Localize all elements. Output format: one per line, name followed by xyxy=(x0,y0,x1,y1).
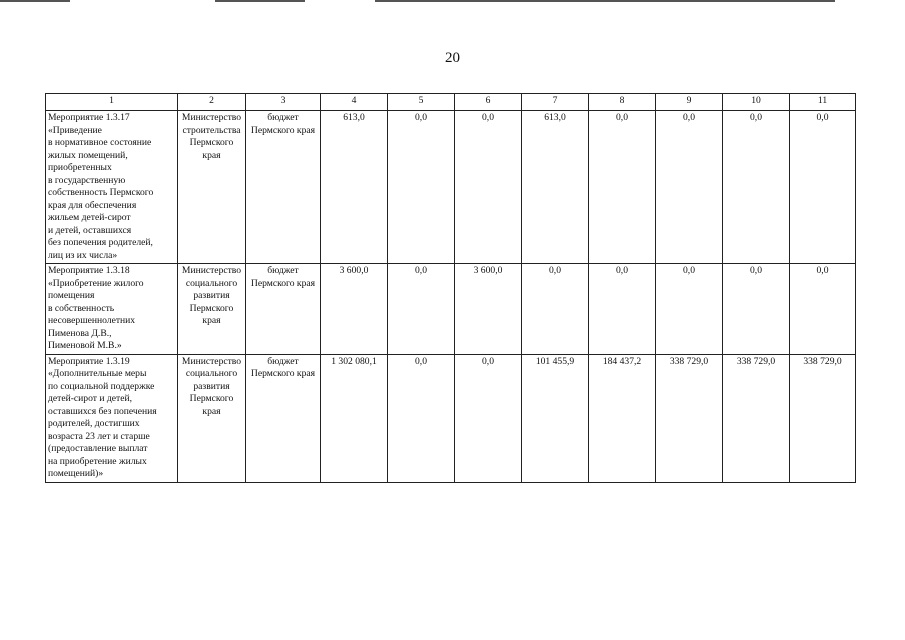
column-header: 11 xyxy=(790,94,856,111)
column-header: 8 xyxy=(589,94,656,111)
measure-name-line: края для обеспечения xyxy=(48,199,137,211)
executor-line: социального xyxy=(185,368,238,379)
measure-name-line: «Дополнительные меры xyxy=(48,368,147,379)
executor-line: Министерство xyxy=(181,265,242,276)
executor-line: края xyxy=(202,405,221,417)
value-cell: 0,0 xyxy=(656,264,723,355)
column-header: 1 xyxy=(46,94,178,111)
measure-name-line: в государственную xyxy=(48,174,126,186)
value-cell: 0,0 xyxy=(589,264,656,355)
table-row-measure-1-3-19 xyxy=(46,354,856,482)
measure-name-line: Мероприятие 1.3.19 xyxy=(48,355,130,367)
executor-line: Пермского xyxy=(189,137,234,148)
funding-source-line: Пермского края xyxy=(250,277,316,289)
value-cell: 0,0 xyxy=(388,111,455,264)
page-number: 20 xyxy=(445,50,460,66)
value-cell: 184 437,2 xyxy=(589,354,656,482)
executor-line: социального xyxy=(185,277,238,289)
executor-line: Министерство xyxy=(181,355,242,367)
column-number-row xyxy=(46,94,856,111)
measure-name-line: помещения xyxy=(48,290,95,301)
value-cell: 101 455,9 xyxy=(522,354,589,482)
measure-name-line: на приобретение жилых xyxy=(48,455,147,467)
value-cell: 0,0 xyxy=(790,111,856,264)
value-cell: 0,0 xyxy=(455,354,522,482)
measure-name-line: возраста 23 лет и старше xyxy=(48,430,150,442)
value-cell: 1 302 080,1 xyxy=(321,354,388,482)
funding-source-line: Пермского края xyxy=(250,368,316,379)
measure-name-cell xyxy=(46,264,178,355)
value-cell: 3 600,0 xyxy=(455,264,522,355)
executor-line: Пермского xyxy=(189,393,234,404)
measure-name-line: (предоставление выплат xyxy=(48,443,148,454)
table-row-measure-1-3-18 xyxy=(46,264,856,355)
measure-name-line: детей-сирот и детей, xyxy=(48,393,133,404)
measure-name-line: без попечения родителей, xyxy=(48,237,153,248)
column-header: 5 xyxy=(388,94,455,111)
measure-name-line: собственность Пермского xyxy=(48,187,154,198)
measure-name-line: Мероприятие 1.3.17 xyxy=(48,112,130,123)
column-header: 2 xyxy=(178,94,246,111)
value-cell: 0,0 xyxy=(455,111,522,264)
measure-name-line: родителей, достигших xyxy=(48,418,140,429)
executor-line: края xyxy=(202,315,221,326)
value-cell: 0,0 xyxy=(522,264,589,355)
top-edge-rule-right xyxy=(375,0,835,2)
measure-name-line: и детей, оставшихся xyxy=(48,224,132,236)
top-edge-rule-left xyxy=(0,0,70,2)
executor-cell xyxy=(178,111,246,264)
value-cell: 338 729,0 xyxy=(656,354,723,482)
executor-line: Пермского xyxy=(189,302,234,314)
measure-name-cell xyxy=(46,111,178,264)
value-cell: 613,0 xyxy=(522,111,589,264)
funding-source-cell xyxy=(246,264,321,355)
column-header: 10 xyxy=(723,94,790,111)
measure-name-line: несовершеннолетних xyxy=(48,315,136,326)
value-cell: 0,0 xyxy=(656,111,723,264)
value-cell: 338 729,0 xyxy=(723,354,790,482)
measure-name-line: лиц из их числа» xyxy=(48,249,118,261)
measure-name-line: Пименовой М.В.» xyxy=(48,340,122,351)
column-header: 6 xyxy=(455,94,522,111)
funding-source-line: Пермского края xyxy=(250,124,316,136)
executor-line: Министерство xyxy=(181,112,242,123)
funding-source-cell xyxy=(246,354,321,482)
measure-name-line: в собственность xyxy=(48,302,115,314)
measure-name-line: в нормативное состояние xyxy=(48,137,152,148)
measure-name-line: жильем детей-сирот xyxy=(48,212,131,223)
column-header: 9 xyxy=(656,94,723,111)
measure-name-line: оставшихся без попечения xyxy=(48,405,157,417)
value-cell: 0,0 xyxy=(388,264,455,355)
executor-cell xyxy=(178,354,246,482)
value-cell: 338 729,0 xyxy=(790,354,856,482)
executor-cell xyxy=(178,264,246,355)
top-edge-rule-middle xyxy=(215,0,305,2)
value-cell: 0,0 xyxy=(790,264,856,355)
measure-name-line: «Приведение xyxy=(48,124,102,136)
executor-line: развития xyxy=(193,380,230,392)
column-header: 4 xyxy=(321,94,388,111)
executor-line: строительства xyxy=(182,124,241,136)
funding-source-line: бюджет xyxy=(267,265,299,276)
funding-source-cell xyxy=(246,111,321,264)
column-header: 3 xyxy=(246,94,321,111)
value-cell: 0,0 xyxy=(723,111,790,264)
value-cell: 0,0 xyxy=(388,354,455,482)
measure-name-line: жилых помещений, xyxy=(48,149,128,161)
funding-source-line: бюджет xyxy=(267,112,299,123)
executor-line: развития xyxy=(193,290,230,301)
measure-name-line: по социальной поддержке xyxy=(48,380,155,392)
measure-name-line: Пименова Д.В., xyxy=(48,327,112,339)
value-cell: 3 600,0 xyxy=(321,264,388,355)
executor-line: края xyxy=(202,149,221,161)
measure-name-cell xyxy=(46,354,178,482)
table-row-measure-1-3-17 xyxy=(46,111,856,264)
value-cell: 613,0 xyxy=(321,111,388,264)
measure-name-line: приобретенных xyxy=(48,162,112,173)
measure-name-line: помещений)» xyxy=(48,468,104,479)
column-header: 7 xyxy=(522,94,589,111)
measure-name-line: «Приобретение жилого xyxy=(48,277,144,289)
value-cell: 0,0 xyxy=(723,264,790,355)
program-measures-table xyxy=(45,93,856,483)
value-cell: 0,0 xyxy=(589,111,656,264)
measure-name-line: Мероприятие 1.3.18 xyxy=(48,265,130,276)
funding-source-line: бюджет xyxy=(267,355,299,367)
